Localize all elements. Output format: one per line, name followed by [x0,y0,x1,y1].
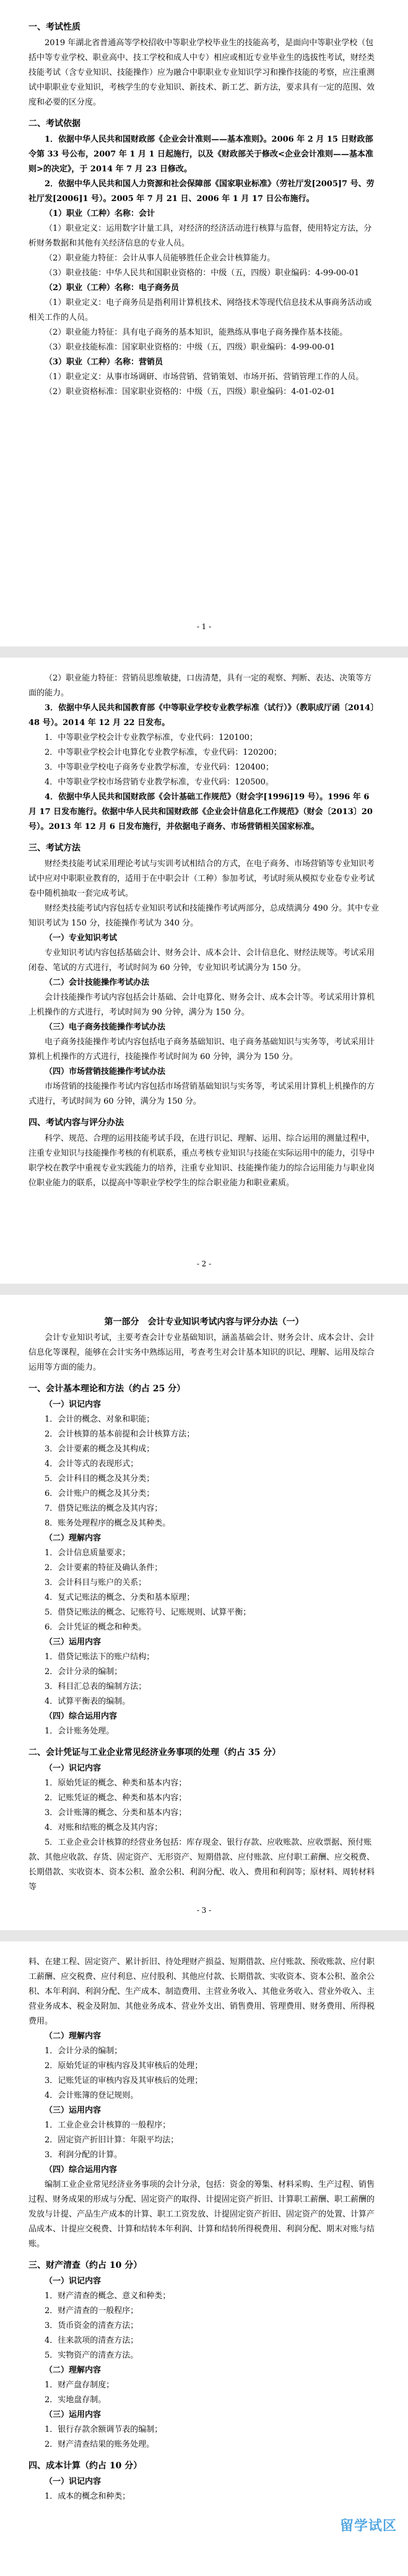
paragraph-continued: 料、在建工程、固定资产、累计折旧、待处理财产损益、短期借款、应付账款、预收账款、应付职工薪酬、应交税费、应付利息、应付股利、其他应付款、长期借款、实收资本、资本公积、盈余公积、本年利润、利润分配、生产成本、制造费用、主营业务收入、其他业务收入、营业外收入、主营业务成本、税金及附加、其他业务成本、营业外支出、销售费用、管理费用、财务费用、所得税费用。 [28,1957,375,2026]
paragraph-intro: 2019 年湖北省普通高等学校招收中等职业学校毕业生的技能高考，是面向中等职业学校（包括中等专业学校、职业高中、技工学校和成人中专）相应或相近专业毕业生的选拔性考试，财经类技能考试（含专业知识、技能操作）应为融合中职职业专业知识学习和操作技能的考察，应注重测试中职职业专业知识，考核学生的专业知识、新技术、新工艺、新方法，要求具有一定的范围、效度和必要的区分度。 [28,38,375,107]
list-item: 1．会计的概念、对象和职能； [45,1415,155,1424]
list-item: 3．记账凭证的审核内容及其审核后的处理； [45,2076,203,2085]
list-item: 4．会计等式的表现形式； [45,1459,139,1469]
list-item: 1．成本的概念和种类； [45,2492,131,2501]
section-title-exam-basis: 二、考试依据 [28,119,80,129]
list-item: 1．财产清查的概念、意义和种类； [45,2291,171,2301]
section-title-property-inventory: 三、财产清查（约占 10 分） [28,2260,142,2270]
basis-item-4: 4．依据中华人民共和国财政部《会计基础工作规范》（财会字[1996]19 号）。1996 年 6 月 17 日发布施行。依据中华人民共和国财政部《企业会计信息化工作规范》（财会〔2013〕20 号）。2013 年 12 月 6 日发布施行，并依据电子商务、市场营销相关国家标准。 [28,792,373,831]
list-item: 4．对账和结账的概念及其内容； [45,1823,163,1832]
section-title-basic-theory: 一、会计基本理论和方法（约占 25 分） [28,1384,186,1394]
list-item: 4．会计账簿的登记规则。 [45,2091,139,2100]
application-list [28,1650,380,1709]
application-list [28,2118,380,2163]
paragraph-marketing-ability: （2）职业能力特征：营销员思维敏捷，口齿清楚，具有一定的观察、判断、表达、决策等方面的能力。 [28,674,372,698]
list-item: 2．原始凭证的审核内容及其审核后的处理； [45,2061,203,2071]
paragraph-accounting-skills: 会计技能操作考试内容包括会计基础、会计电算化、财务会计、成本会计等。考试采用计算机上机操作的方式进行，考试时间为 90 分钟，满分为 150 分。 [28,993,375,1017]
paragraph-ecommerce-skills: 电子商务技能操作考试内容包括电子商务基础知识、电子商务基础知识与实务等，考试采用计算机上机操作的方式进行，技能操作考试时间为 60 分钟，满分为 150 分。 [28,1037,375,1062]
list-item: 1．会计账务处理。 [45,1727,115,1736]
list-item: 2．会计要素的特征及确认条件； [45,1563,163,1573]
list-item: 2．会计核算的基本前提和会计核算方法； [45,1430,195,1439]
subsection-recall: （一）识记内容 [45,2277,102,2286]
list-item: 5．工业企业会计核算的经营业务包括：库存现金、银行存款、应收账款、应收票据、预付账款、其他应收款、存货、固定资产、无形资产、短期借款、应付账款、应付职工薪酬、应交税费、长期借款、实收资本、资本公积、盈余公积、利润分配、收入、费用和利润等；原材料、周转材料等 [28,1838,375,1892]
inventory-application-list [28,2423,380,2452]
subsection-application: （三）运用内容 [45,1638,102,1647]
list-item: 3．会计账簿的概念、分类和基本内容； [45,1808,187,1818]
list-item: 5．会计科目的概念及其分类； [45,1474,155,1483]
page-number: - 3 - [196,1906,212,1915]
basis-item-2: 2．依据中华人民共和国人力资源和社会保障部《国家职业标准》（劳社厅发[2005]7 号、劳社厅发[2006]1 号）。2005 年 7 月 21 日、2006 年 1 月 17 日公布施行。 [28,179,375,204]
list-item: 8．账务处理程序的概念及其种类。 [45,1519,171,1528]
subsection-application: （三）运用内容 [45,2410,102,2419]
occupation-ecommerce-ability: （2）职业能力特征：具有电子商务的基本知识，能熟练从事电子商务操作基本技能。 [45,328,348,337]
paragraph-part-intro: 会计专业知识考试，主要考查会计专业基础知识，涵盖基础会计、财务会计、成本会计、会计信息化等课程，能够在会计实务中熟练运用，考查考生对会计基本知识的识记、理解、运用及综合运用等方面的能力。 [28,1333,375,1372]
list-item: 1．借贷记账法下的账户结构； [45,1652,155,1662]
list-item: 2．固定资产折旧计算：年限平均法； [45,2136,179,2145]
site-watermark-logo: 留学试区 [339,2518,397,2534]
list-item: 2．财产清查的一般程序； [45,2306,139,2316]
subsection-professional-knowledge: （一）专业知识考试 [45,934,118,943]
subsection-ecommerce-skills: （三）电子商务技能操作考试办法 [45,1023,166,1032]
list-item: 5．借贷记账法的概念、记账符号、记账规则、试算平衡； [45,1608,251,1617]
list-item: 3．中等职业学校电子商务专业教学标准，专业代码：120400； [45,763,274,772]
document-page-2 [0,646,408,1284]
basis-item-3: 3．依据中华人民共和国教育部《中等职业学校专业教学标准（试行）》（教职成厅函〔2014〕48 号）。2014 年 12 月 22 日发布。 [28,703,379,728]
occupation-ecommerce-definition: （1）职业定义：电子商务员是指利用计算机技术、网络技术等现代信息技术从事商务活动或相关工作的人员。 [28,298,372,322]
section-title-exam-content: 四、考试内容与评分办法 [28,1118,124,1128]
understanding-list [28,1546,380,1635]
paragraph-method-1: 财经类技能考试采用理论考试与实训考试相结合的方式，在电子商务、市场营销等专业知识考试中应对中职职业教育的，适用于在中职会计（工种）参加考试，考试时须从模拟专业卷专业考试卷中随机抽取一套完成考试。 [28,859,375,898]
subsection-understanding: （二）理解内容 [45,1534,102,1543]
voucher-recall-list [28,1776,380,1895]
list-item: 5．实物资产的清查方法。 [45,2351,139,2360]
occupation-marketing: （3）职业（工种）名称：营销员 [45,358,163,367]
occupation-marketing-skill: （2）职业资格标准：国家职业资格的：中级（五，四级）职业编码：4-01-02-01 [45,387,336,397]
occupation-accounting-skill: （3）职业技能：中华人民共和国职业资格的：中级（五，四级）职业编码：4-99-00-01 [45,268,360,278]
paragraph-content: 科学、规范、合理的运用技能考试手段，在进行识记、理解、运用、综合运用的测量过程中，注重专业知识与技能操作考核的有机联系，重点考核专业知识与技能在实际运用中的能力，引导中职学校在教学中重视专业实践能力的培养，注重专业知识、技能操作能力的综合运用能力与职业岗位职业能力的联系，以提高中等职业学校学生的综合职业能力和职业素质。 [28,1134,375,1188]
document-page-1 [0,0,408,646]
subsection-marketing-skills: （四）市场营销技能操作考试办法 [45,1067,166,1076]
list-item: 1．会计分录的编制； [45,2046,123,2056]
list-item: 3．货币资金的清查方法； [45,2321,139,2330]
subsection-understanding: （二）理解内容 [45,2032,102,2041]
section-title-exam-nature: 一、考试性质 [28,22,80,32]
list-item: 2．会计分录的编制； [45,1667,123,1677]
list-item: 3．会计要素的概念及其构成； [45,1445,155,1454]
occupation-accounting-ability: （2）职业能力特征：会计从事人员能够胜任企业会计核算能力。 [45,254,276,263]
list-item: 1．会计信息质量要求； [45,1548,131,1558]
list-item: 3．会计科目与账户的关系； [45,1578,147,1587]
list-item: 1．工业企业会计核算的一般程序； [45,2121,171,2130]
paragraph-professional-knowledge: 专业知识考试内容包括基础会计、财务会计、成本会计、会计信息化、财经法规等。考试采用闭卷、笔试的方式进行，考试时间为 60 分钟，专业知识考试满分为 150 分。 [28,948,375,972]
list-item: 4．试算平衡表的编制。 [45,1697,131,1706]
list-item: 4．复式记账法的概念、分类和基本原理； [45,1593,195,1602]
paragraph-method-2: 财经类技能考试内容包括专业知识考试和技能操作考试两部分，总成绩满分 490 分。其中专业知识考试为 150 分，技能操作考试为 340 分。 [28,904,380,928]
basis-item-1: 1．依据中华人民共和国财政部《企业会计准则——基本准则》。2006 年 2 月 15 日财政部令第 33 号公布，2007 年 1 月 1 日起施行，以及《财政部关于修改<企业会计准则——基本准则>的决定》，于 2014 年 7 月 23 日修改。 [28,135,373,174]
understanding-list [28,2044,380,2103]
list-item: 2．记账凭证的概念、种类和基本内容； [45,1793,187,1803]
subsection-comprehensive: （四）综合运用内容 [45,1712,118,1721]
list-item: 3．科目汇总表的编制方法； [45,1682,147,1691]
section-title-cost-calculation: 四、成本计算（约占 10 分） [28,2461,142,2471]
document-page-3 [0,1284,408,1930]
occupation-marketing-definition: （1）职业定义：从事市场调研、市场营销、营销策划、市场开拓、营销管理工作的人员。 [45,372,364,382]
paragraph-marketing-skills: 市场营销的技能操作考试内容包括市场营销基础知识与实务等，考试采用计算机上机操作的方式进行，考试时间为 60 分钟，满分为 150 分。 [28,1082,375,1106]
subsection-recall: （一）识记内容 [45,1400,102,1409]
list-item: 7．借贷记账法的概念及其内容； [45,1504,163,1513]
subsection-recall: （一）识记内容 [45,1764,102,1773]
occupation-accounting-definition: （1）职业定义：运用数字计量工具，对经济的经济活动进行核算与监督，使用特定方法，分析财务数据和其他有关经济信息的专业人员。 [28,224,372,248]
teaching-standard-list [28,731,380,790]
list-item: 6．会计账户的概念及其分类； [45,1489,155,1498]
section-title-exam-method: 三、考试方法 [28,843,80,853]
list-item: 2．中等职业学校会计电算化专业教学标准，专业代码：120200； [45,748,282,757]
page-number: - 2 - [196,1260,212,1268]
inventory-understanding-list [28,2378,380,2408]
subsection-application: （三）运用内容 [45,2106,102,2115]
list-item: 1．财产盘存制度； [45,2381,115,2390]
subsection-accounting-skills: （二）会计技能操作考试办法 [45,978,150,987]
subsection-understanding: （二）理解内容 [45,2366,102,2375]
list-item: 6．会计凭证的概念和种类。 [45,1623,147,1632]
occupation-ecommerce-skill: （3）职业技能标准：国家职业资格的：中级（五，四级）职业编码：4-99-00-01 [45,343,336,352]
subsection-comprehensive: （四）综合运用内容 [45,2165,118,2175]
occupation-ecommerce: （2）职业（工种）名称：电子商务员 [45,283,180,293]
list-item: 1．中等职业学校会计专业教学标准，专业代码：120100； [45,733,258,742]
occupation-accounting: （1）职业（工种）名称：会计 [45,209,155,218]
list-item: 1．原始凭证的概念、种类和基本内容； [45,1779,187,1788]
paragraph-comprehensive: 编制工业企业常见经济业务事项的会计分录，包括：资金的筹集、材料采购、生产过程、销售过程、财务成果的形成与分配、固定资产的取得、计提固定资产折旧、计算职工薪酬、职工薪酬的发放与计提、产品生产成本的计算、职工工资发放、计提固定资产折旧、固定资产的处置、计算产品成本、计提应交税费、计算和结转本年利润、计算和结转所得税费用、利润分配、期末对账与结账。 [28,2180,375,2249]
document-page-4 [0,1930,408,2543]
list-item: 2．实地盘存制。 [45,2395,106,2405]
inventory-recall-list [28,2289,380,2363]
list-item: 4．往来款项的清查方法； [45,2336,139,2345]
subsection-recall: （一）识记内容 [45,2477,102,2486]
list-item: 4．中等职业学校市场营销专业教学标准，专业代码：120500。 [45,778,274,787]
recall-list [28,1412,380,1531]
list-item: 3．利润分配的计算。 [45,2150,123,2160]
section-title-vouchers: 二、会计凭证与工业企业常见经济业务事项的处理（约占 35 分） [28,1748,281,1758]
list-item: 1．银行存款余额调节表的编制； [45,2425,163,2434]
page-number: - 1 - [196,622,212,631]
part-title: 第一部分 会计专业知识考试内容与评分办法（一） [104,1317,304,1327]
list-item: 2．财产清查结果的账务处理。 [45,2440,155,2449]
